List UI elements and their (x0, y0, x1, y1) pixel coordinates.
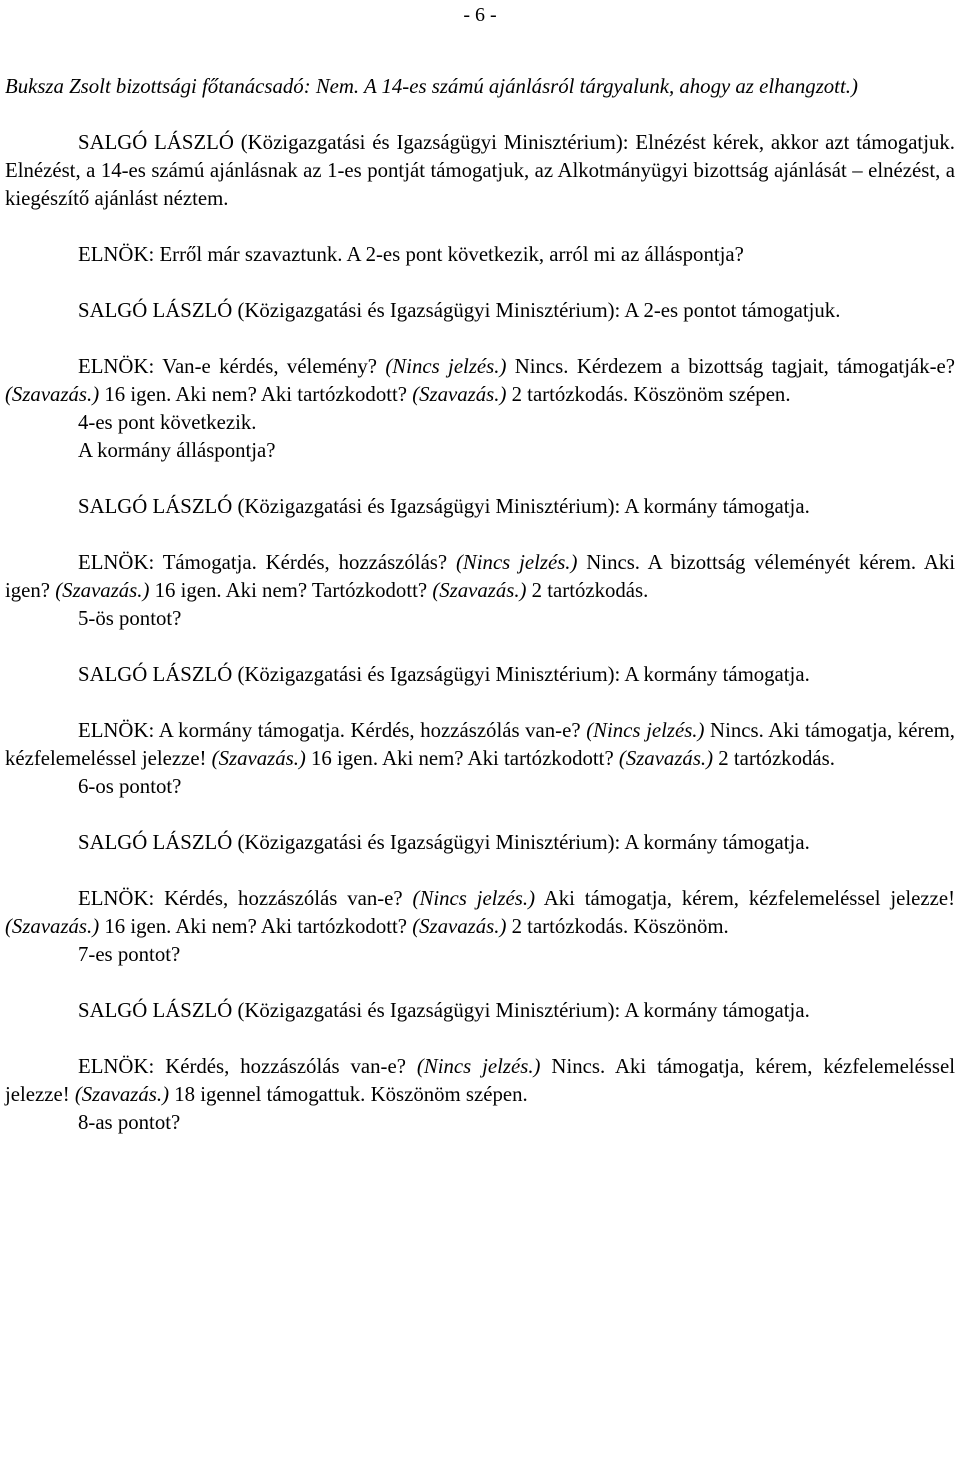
speech-text: 16 igen. Aki nem? Aki tartózkodott? (305, 747, 619, 770)
paragraph-elnok-vote-1 (5, 353, 955, 409)
paragraph-staff-comment: Buksza Zsolt bizottsági főtanácsadó: Nem. A 14-es számú ajánlásról tárgyalunk, ahogy az elhangzott.) (5, 75, 858, 98)
stage-direction: (Nincs jelzés.) (412, 887, 536, 910)
speech-text: Nincs. Aki támogatja, kérem, kézfelemeléssel jelezze! (5, 719, 956, 770)
stage-direction: (Nincs jelzés.) (416, 1055, 541, 1078)
line-point-8: 8-as pontot? (78, 1111, 181, 1134)
speech-text: 16 igen. Aki nem? Aki tartózkodott? (99, 383, 413, 406)
speech-text: 2 tartózkodás. Köszönöm szépen. (506, 383, 791, 406)
speech-text: Aki támogatja, kérem, kézfelemeléssel jelezze! (535, 887, 955, 910)
stage-direction: (Szavazás.) (412, 383, 507, 406)
paragraph-salgo-3: SALGÓ LÁSZLÓ (Közigazgatási és Igazságügyi Minisztérium): A kormány támogatja. (78, 495, 810, 518)
stage-direction: (Nincs jelzés.) (455, 551, 578, 574)
line-point-5: 5-ös pontot? (78, 607, 182, 630)
paragraph-elnok-1: ELNÖK: Erről már szavaztunk. A 2-es pont következik, arról mi az álláspontja? (78, 243, 744, 266)
speech-text: Nincs. A bizottság véleményét kérem. Aki igen? (5, 551, 956, 602)
stage-direction: (Szavazás.) (74, 1083, 169, 1106)
paragraph-salgo-5: SALGÓ LÁSZLÓ (Közigazgatási és Igazságügyi Minisztérium): A kormány támogatja. (78, 831, 810, 854)
speech-text: ELNÖK: Van-e kérdés, vélemény? (78, 355, 386, 378)
line-point-6: 6-os pontot? (78, 775, 182, 798)
paragraph-salgo-2: SALGÓ LÁSZLÓ (Közigazgatási és Igazságügyi Minisztérium): A 2-es pontot támogatjuk. (78, 299, 841, 322)
stage-direction: (Szavazás.) (55, 579, 150, 602)
line-point-7: 7-es pontot? (78, 943, 181, 966)
speech-text: 2 tartózkodás. (713, 747, 835, 770)
paragraph-salgo-4: SALGÓ LÁSZLÓ (Közigazgatási és Igazságügyi Minisztérium): A kormány támogatja. (78, 663, 810, 686)
speech-text: 2 tartózkodás. Köszönöm. (506, 915, 729, 938)
paragraph-elnok-vote-5 (5, 1053, 955, 1109)
stage-direction: (Szavazás.) (432, 579, 527, 602)
stage-direction: (Szavazás.) (5, 383, 100, 406)
stage-direction: (Nincs jelzés.) (385, 355, 507, 378)
paragraph-salgo-6: SALGÓ LÁSZLÓ (Közigazgatási és Igazságügyi Minisztérium): A kormány támogatja. (78, 999, 810, 1022)
speech-text: ELNÖK: Támogatja. Kérdés, hozzászólás? (78, 551, 456, 574)
line-point-4: 4-es pont következik. (78, 411, 257, 434)
paragraph-elnok-vote-4 (5, 885, 955, 941)
speech-text: ELNÖK: Kérdés, hozzászólás van-e? (78, 887, 413, 910)
paragraph-elnok-vote-2 (5, 549, 955, 605)
speech-text: ELNÖK: A kormány támogatja. Kérdés, hozzászólás van-e? (78, 719, 587, 742)
speech-text: 18 igennel támogattuk. Köszönöm szépen. (169, 1083, 528, 1106)
speech-text: 16 igen. Aki nem? Aki tartózkodott? (99, 915, 413, 938)
speech-text: ELNÖK: Kérdés, hozzászólás van-e? (78, 1055, 417, 1078)
stage-direction: (Szavazás.) (618, 747, 714, 770)
transcript-body (5, 73, 955, 1137)
speech-text: Nincs. Aki támogatja, kérem, kézfelemeléssel jelezze! (5, 1055, 956, 1106)
paragraph-elnok-vote-3 (5, 717, 955, 773)
stage-direction: (Szavazás.) (5, 915, 100, 938)
speech-text: 16 igen. Aki nem? Tartózkodott? (149, 579, 433, 602)
speech-text: 2 tartózkodás. (526, 579, 649, 602)
page-number: - 6 - (463, 4, 497, 26)
stage-direction: (Szavazás.) (412, 915, 507, 938)
stage-direction: (Nincs jelzés.) (586, 719, 705, 742)
paragraph-salgo-1: SALGÓ LÁSZLÓ (Közigazgatási és Igazságügyi Minisztérium): Elnézést kérek, akkor azt támogatjuk. Elnézést, a 14-es számú ajánlásnak az 1-es pontját támogatjuk, az Alkotmányügyi bizottság ajánlását – elnézést, a kiegészítő ajánlást néztem. (5, 131, 955, 210)
line-government-position: A kormány álláspontja? (78, 439, 276, 462)
speech-text: Nincs. Kérdezem a bizottság tagjait, támogatják-e? (506, 355, 955, 378)
stage-direction: (Szavazás.) (211, 747, 306, 770)
